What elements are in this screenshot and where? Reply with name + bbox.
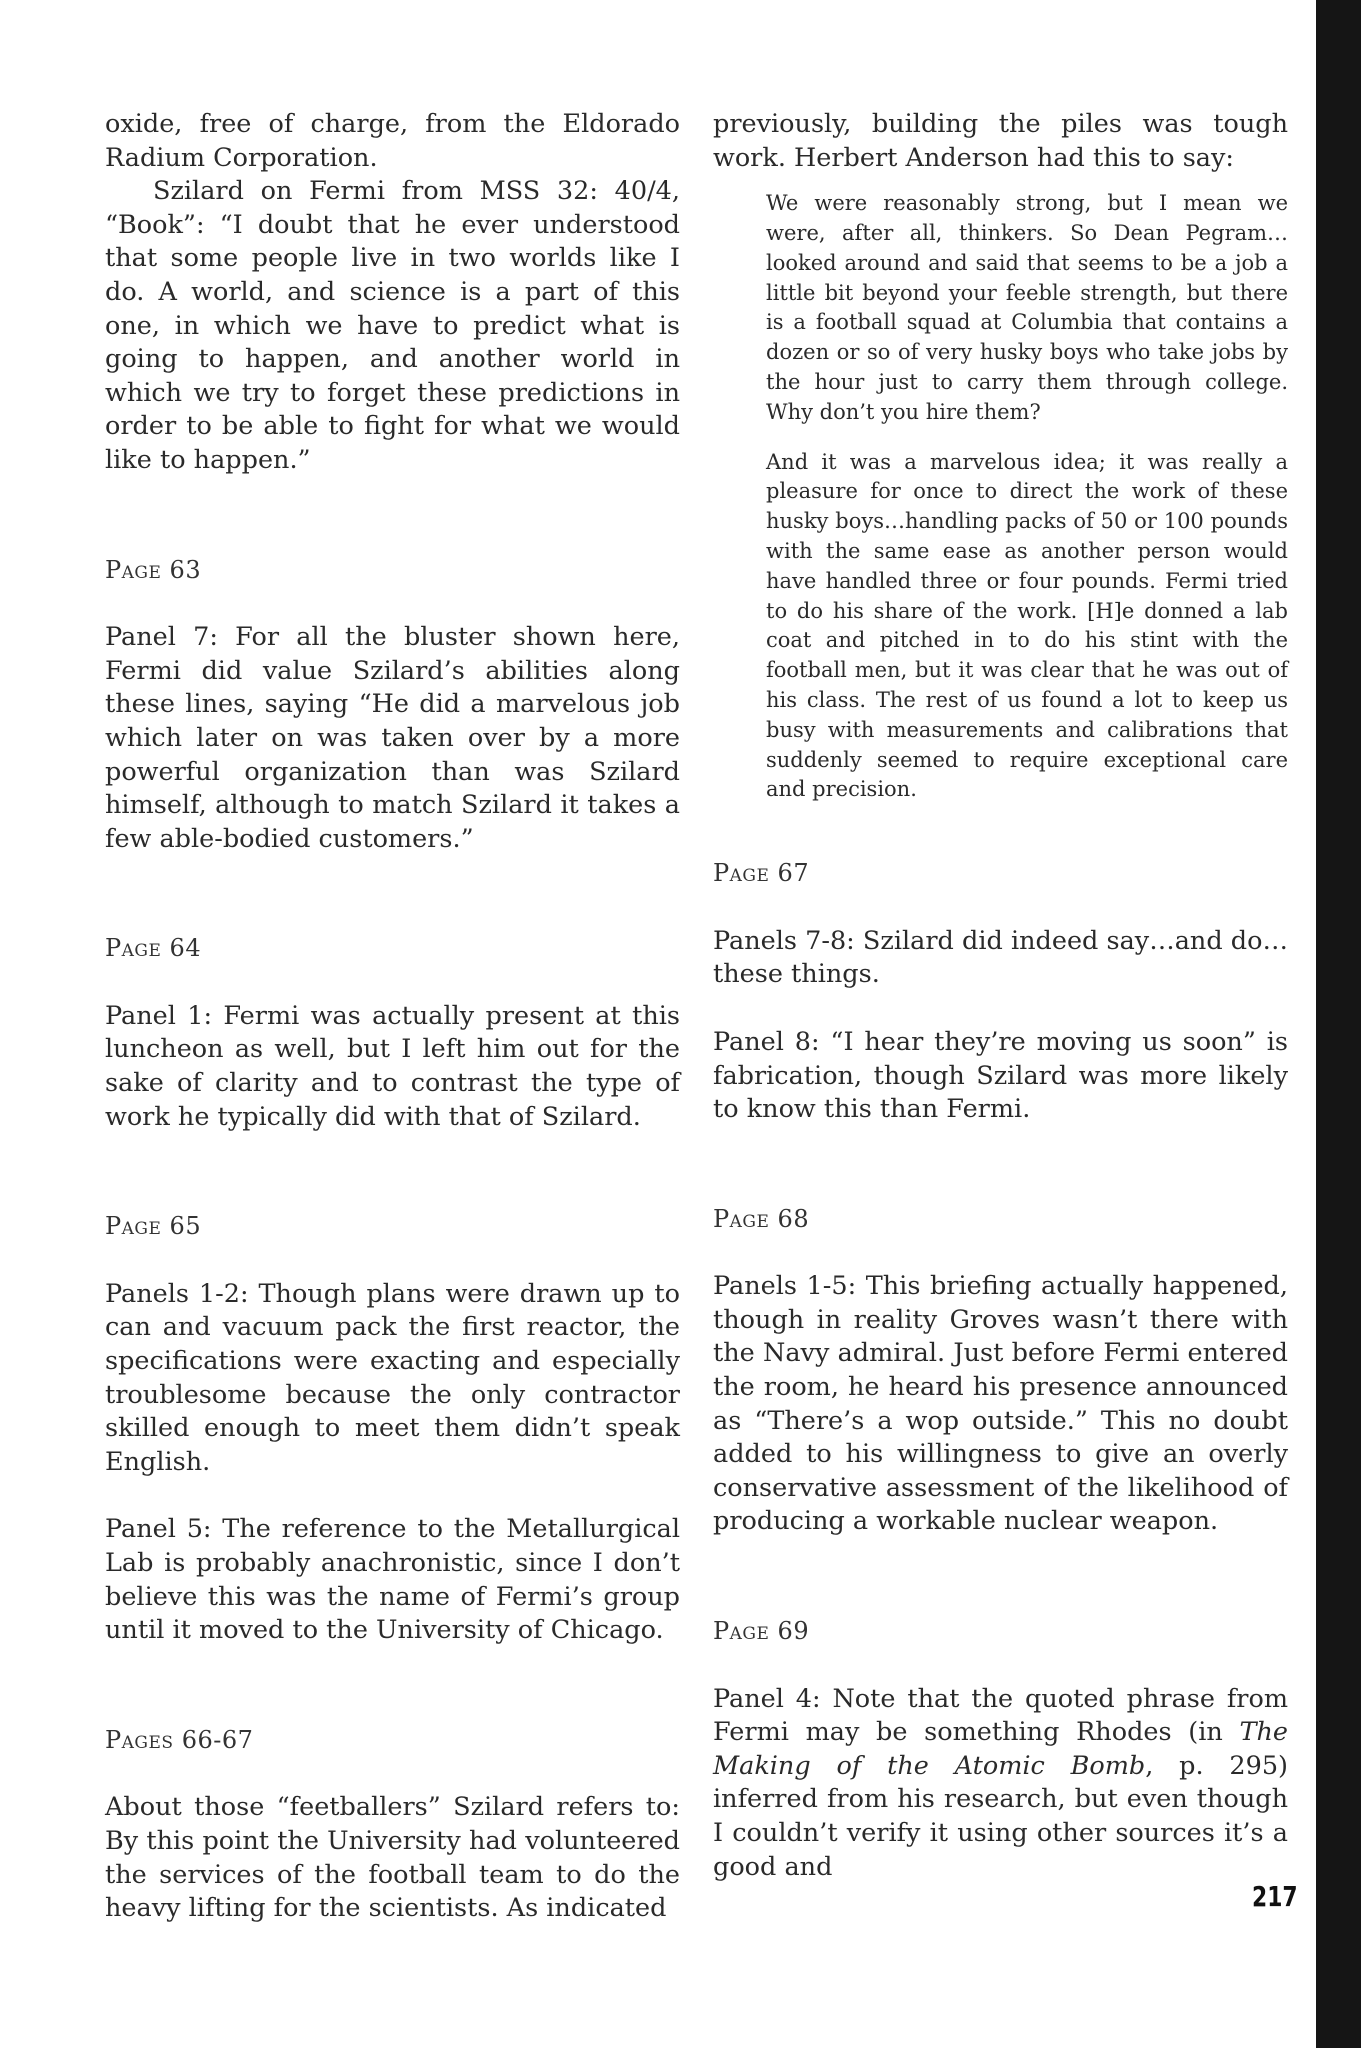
- paragraph: About those “feetballers” Szilard refers to: By this point the University had volunteered the services of the football team to do the heavy lifting for the scientists. As indicated: [105, 1792, 680, 1924]
- paragraph: Panel 8: “I hear they’re moving us soon” is fabrication, though Szilard was more likely to know this than Fermi.: [713, 1026, 1288, 1125]
- page-number: 217: [1252, 1880, 1298, 1913]
- paragraph: Panels 1-5: This briefing actually happened, though in reality Groves wasn’t there with the Navy admiral. Just before Fermi entered the room, he heard his presence announced as “There’s a wop outside.” This no doubt added to his willingness to give an overly conservative assessment of the likelihood of producing a workable nuclear weapon.: [713, 1271, 1288, 1537]
- right-column: [713, 108, 1288, 1884]
- page-heading: Page 68: [713, 1204, 810, 1233]
- page-heading: Page 63: [105, 555, 202, 584]
- page-heading: Page 69: [713, 1617, 810, 1646]
- page-heading: Pages 66-67: [105, 1725, 254, 1754]
- paragraph: previously, building the piles was tough work. Herbert Anderson had this to say:: [713, 109, 1288, 173]
- block-quote: [766, 189, 1288, 805]
- text-run: , p. 295) inferred from his research, but even though I couldn’t verify it using other sources it’s a good and: [713, 1750, 1289, 1882]
- text-run: Panel 4: Note that the quoted phrase from Fermi may be something Rhodes (in: [713, 1683, 1288, 1748]
- paragraph: Panels 7-8: Szilard did indeed say…and do…these things.: [713, 925, 1288, 990]
- paragraph: Panel 5: The reference to the Metallurgical Lab is probably anachronistic, since I don’t believe this was the name of Fermi’s group until it moved to the University of Chicago.: [105, 1514, 680, 1646]
- paragraph: oxide, free of charge, from the Eldorado Radium Corporation.: [105, 109, 680, 173]
- paragraph: Szilard on Fermi from MSS 32: 40/4, “Book”: “I doubt that he ever understood that some people live in two worlds like I do. A world, and science is a part of this one, in which we have to predict what is going to happen, and another world in which we try to forget these predictions in order to be able to fight for what we would like to happen.”: [105, 176, 680, 475]
- page-heading: Page 67: [713, 859, 810, 888]
- page-heading: Page 65: [105, 1212, 202, 1241]
- quote-paragraph: And it was a marvelous idea; it was really a pleasure for once to direct the work of these husky boys…handling packs of 50 or 100 pounds with the same ease as another person would have handled three or four pounds. Fermi tried to do his share of the work. [H]e donned a lab coat and pitched in to do his stint with the football men, but it was clear that he was out of his class. The rest of us found a lot to keep us busy with measurements and calibrations that suddenly seemed to require exceptional care and precision.: [766, 449, 1288, 802]
- page-heading: Page 64: [105, 934, 202, 963]
- paragraph: Panels 1-2: Though plans were drawn up to can and vacuum pack the first reactor, the specifications were exacting and especially troublesome because the only contractor skilled enough to meet them didn’t speak English.: [105, 1278, 680, 1477]
- book-title: The Making of the Atomic Bomb: [713, 1717, 1288, 1781]
- paragraph: Panel 1: Fermi was actually present at this luncheon as well, but I left him out for the sake of clarity and to contrast the type of work he typically did with that of Szilard.: [105, 1000, 680, 1132]
- left-column: [105, 108, 680, 1926]
- page-edge-bar: [1316, 0, 1361, 2048]
- paragraph: Panel 7: For all the bluster shown here, Fermi did value Szilard’s abilities along these lines, saying “He did a marvelous job which later on was taken over by a more powerful organization than was Szilard himself, although to match Szilard it takes a few able-bodied customers.”: [105, 622, 680, 854]
- paragraph: [713, 1683, 1288, 1885]
- quote-paragraph: We were reasonably strong, but I mean we were, after all, thinkers. So Dean Pegram…looked around and said that seems to be a job a little bit beyond your feeble strength, but there is a football squad at Columbia that contains a dozen or so of very husky boys who take jobs by the hour just to carry them through college. Why don’t you hire them?: [766, 191, 1288, 424]
